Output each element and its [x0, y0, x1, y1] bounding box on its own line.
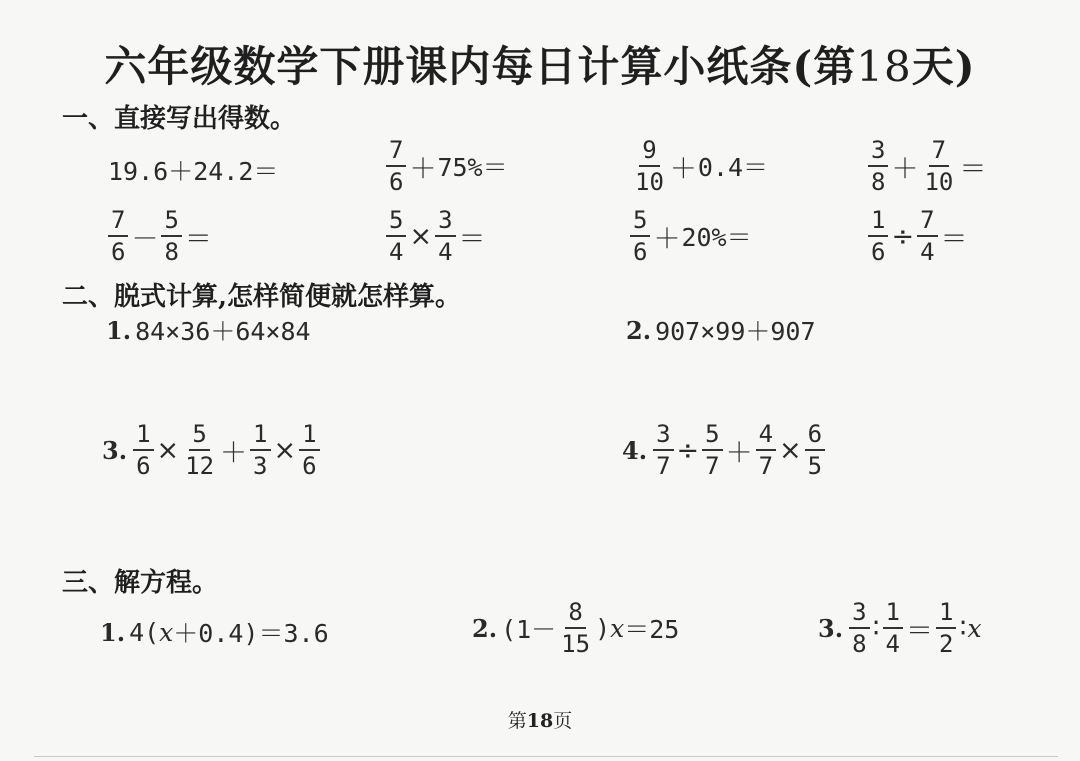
numerator: 5: [702, 422, 722, 451]
text: 第: [507, 710, 527, 732]
section-2-heading: 二、脱式计算,怎样简便就怎样算。: [62, 282, 462, 312]
text: ＝25: [624, 615, 680, 644]
mental-item-6: [384, 208, 487, 264]
denominator: 2: [939, 630, 954, 658]
text: 页: [553, 710, 573, 732]
denominator: 4: [920, 238, 935, 266]
denominator: 8: [164, 238, 179, 266]
fraction: [435, 208, 455, 264]
numerator: 7: [929, 138, 949, 167]
fraction: [936, 600, 956, 656]
problem-number: 1.: [100, 617, 126, 647]
text: (1－: [501, 615, 557, 644]
denominator: 15: [561, 630, 591, 658]
fraction: [883, 600, 903, 656]
numerator: 1: [936, 600, 956, 629]
numerator: 7: [386, 138, 406, 167]
numerator: 1: [883, 600, 903, 629]
fraction: [756, 422, 776, 478]
numerator: 3: [868, 138, 888, 167]
fraction: [632, 138, 667, 194]
fraction: [250, 422, 270, 478]
mental-item-1: [108, 152, 278, 188]
fraction: [182, 422, 217, 478]
problem-number: 1.: [106, 315, 132, 345]
operator: ＋: [669, 153, 697, 185]
page-bottom-edge: [34, 756, 1058, 757]
text: 18: [856, 42, 912, 91]
operator: ∶: [959, 612, 967, 644]
mental-item-8: [866, 208, 969, 264]
denominator: 3: [253, 452, 268, 480]
denominator: 4: [885, 630, 900, 658]
numerator: 8: [565, 600, 585, 629]
denominator: 6: [111, 238, 126, 266]
numerator: 5: [189, 422, 209, 451]
denominator: 6: [633, 238, 648, 266]
numerator: 1: [299, 422, 319, 451]
denominator: 6: [136, 452, 151, 480]
equation-3: [818, 600, 982, 656]
text: 75%＝: [437, 153, 508, 182]
operator: ＋: [220, 437, 248, 469]
denominator: 4: [438, 238, 453, 266]
fraction: [868, 208, 888, 264]
denominator: 6: [389, 168, 404, 196]
problem-number: 2.: [472, 613, 498, 643]
problem-number: 3.: [818, 613, 844, 643]
fraction: [805, 422, 825, 478]
page-number: [0, 706, 1080, 733]
operator: ＝: [959, 153, 987, 185]
numerator: 1: [133, 422, 153, 451]
mental-item-4: [866, 138, 987, 194]
problem-number: 3.: [102, 435, 128, 465]
problem-number: 2.: [626, 315, 652, 345]
numerator: 9: [639, 138, 659, 167]
fraction: [921, 138, 956, 194]
text: 84×36＋64×84: [135, 317, 311, 346]
fraction: [386, 138, 406, 194]
numerator: 7: [108, 208, 128, 237]
text: 907×99＋907: [655, 317, 816, 346]
text: ): [595, 613, 611, 643]
calc-problem-1: [106, 312, 311, 348]
numerator: 5: [630, 208, 650, 237]
mental-item-3: [630, 138, 768, 194]
text: ＋0.4)＝3.6: [173, 619, 329, 648]
fraction: [108, 208, 128, 264]
operator: ＝: [184, 223, 212, 255]
variable: x: [610, 613, 625, 643]
numerator: 7: [917, 208, 937, 237]
text: 0.4＝: [697, 153, 769, 182]
mental-item-5: [106, 208, 213, 264]
worksheet-title: [0, 34, 1080, 94]
operator: ×: [273, 434, 297, 466]
fraction: [917, 208, 937, 264]
fraction: [630, 208, 650, 264]
fraction: [653, 422, 673, 478]
operator: ×: [409, 220, 433, 252]
numerator: 3: [435, 208, 455, 237]
operator: ÷: [676, 434, 700, 466]
operator: －: [131, 223, 159, 255]
equation-1: [100, 614, 329, 650]
operator: ＋: [409, 153, 437, 185]
denominator: 8: [871, 168, 886, 196]
operator: ×: [156, 434, 180, 466]
fraction: [849, 600, 869, 656]
variable: x: [159, 617, 174, 647]
denominator: 7: [758, 452, 774, 480]
numerator: 3: [849, 600, 869, 629]
section-1-heading: 一、直接写出得数。: [62, 104, 297, 134]
numerator: 5: [161, 208, 181, 237]
text: 4(: [129, 617, 160, 647]
equation-2: [472, 600, 679, 656]
text: 20%＝: [681, 223, 752, 252]
operator: ＋: [653, 223, 681, 255]
denominator: 5: [807, 452, 823, 480]
numerator: 3: [653, 422, 673, 451]
calc-problem-3: [102, 422, 322, 478]
numerator: 5: [386, 208, 406, 237]
numerator: 4: [756, 422, 776, 451]
text: 天): [911, 42, 976, 91]
operator: ＝: [906, 615, 933, 647]
denominator: 12: [185, 452, 215, 480]
text: 18: [526, 710, 554, 732]
fraction: [558, 600, 593, 656]
denominator: 6: [302, 452, 317, 480]
variable: x: [967, 613, 982, 643]
denominator: 7: [656, 452, 671, 480]
operator: ＝: [458, 223, 486, 255]
operator: ÷: [891, 220, 915, 252]
operator: ∶: [872, 612, 880, 644]
denominator: 4: [389, 238, 404, 266]
denominator: 7: [705, 452, 720, 480]
operator: ＝: [940, 223, 968, 255]
operator: ×: [779, 434, 802, 466]
mental-item-7: [628, 208, 752, 264]
fraction: [702, 422, 722, 478]
calc-problem-4: [622, 422, 827, 478]
fraction: [161, 208, 181, 264]
numerator: 1: [250, 422, 270, 451]
fraction: [299, 422, 319, 478]
text: 19.6＋24.2＝: [108, 157, 279, 186]
problem-number: 4.: [622, 435, 648, 465]
numerator: 1: [868, 208, 888, 237]
section-3-heading: 三、解方程。: [62, 568, 219, 598]
numerator: 6: [805, 422, 825, 451]
denominator: 10: [924, 168, 954, 196]
text: 六年级数学下册课内每日计算小纸条(第: [104, 42, 857, 91]
mental-item-2: [384, 138, 508, 194]
fraction: [386, 208, 406, 264]
calc-problem-2: [626, 312, 816, 348]
denominator: 6: [871, 238, 886, 266]
operator: ＋: [891, 153, 919, 185]
fraction: [133, 422, 153, 478]
denominator: 8: [852, 630, 867, 658]
operator: ＋: [725, 437, 753, 469]
fraction: [868, 138, 888, 194]
denominator: 10: [635, 168, 664, 196]
